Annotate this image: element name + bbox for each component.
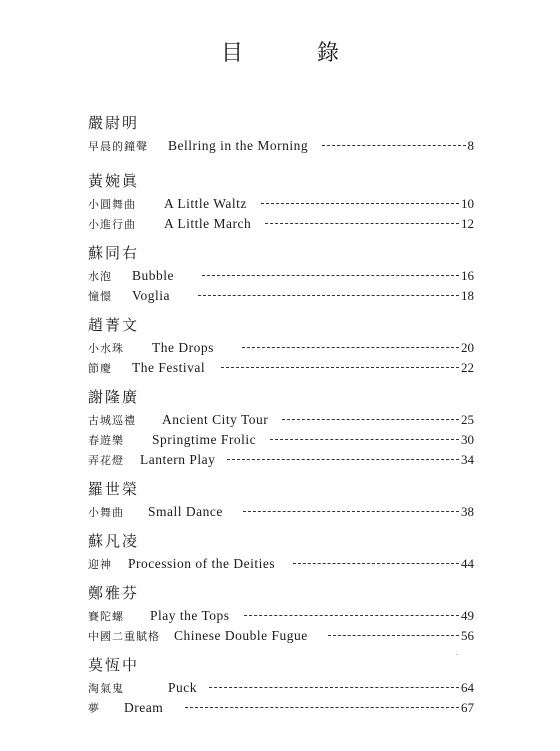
dot-leader xyxy=(282,419,459,420)
toc-entry[interactable] xyxy=(88,338,474,358)
piece-title-english: Chinese Double Fugue xyxy=(174,628,308,643)
page-number: 34 xyxy=(461,452,474,467)
dot-leader xyxy=(244,615,459,616)
composer-name: 蘇同右 xyxy=(88,244,140,262)
piece-title-chinese: 節慶 xyxy=(88,362,112,375)
piece-title-chinese: 弄花燈 xyxy=(88,454,124,467)
dot-leader xyxy=(270,439,459,440)
piece-title-english: The Festival xyxy=(132,360,206,375)
toc-entry[interactable] xyxy=(88,554,474,574)
dot-leader xyxy=(322,145,465,146)
dot-leader xyxy=(202,275,459,276)
page-number: 30 xyxy=(461,432,474,447)
composer-section xyxy=(88,112,474,156)
composer-name: 莫恆中 xyxy=(88,656,140,674)
composer-name: 羅世榮 xyxy=(88,480,140,498)
piece-title-english: A Little March xyxy=(164,216,252,231)
toc-entry[interactable] xyxy=(88,266,474,286)
dot-leader xyxy=(243,511,459,512)
toc-entry[interactable] xyxy=(88,502,474,522)
page-title: 目 錄 xyxy=(220,41,365,66)
piece-title-chinese: 夢 xyxy=(88,702,100,715)
dot-leader xyxy=(198,295,459,296)
page-number: 18 xyxy=(461,288,474,303)
piece-title-chinese: 早晨的鐘聲 xyxy=(88,140,148,153)
piece-title-english: Bellring in the Morning xyxy=(168,138,309,153)
composer-name: 謝隆廣 xyxy=(88,388,140,406)
page-number: 56 xyxy=(461,628,474,643)
piece-title-chinese: 小水珠 xyxy=(88,342,124,355)
toc-entry[interactable] xyxy=(88,194,474,214)
dot-leader xyxy=(209,687,459,688)
toc-entry[interactable] xyxy=(88,450,474,470)
piece-title-chinese: 憧憬 xyxy=(88,290,112,303)
piece-title-english: Lantern Play xyxy=(140,452,216,467)
page-number: 12 xyxy=(461,216,474,231)
dot-leader xyxy=(261,203,459,204)
toc-entry[interactable] xyxy=(88,698,474,718)
composer-name: 趙菁文 xyxy=(88,316,140,334)
toc-entry[interactable] xyxy=(88,358,474,378)
composer-name: 鄭雅芬 xyxy=(88,584,140,602)
dot-leader xyxy=(221,367,459,368)
page-number: 20 xyxy=(461,340,474,355)
piece-title-chinese: 迎神 xyxy=(88,558,112,571)
dot-leader xyxy=(265,223,459,224)
piece-title-english: A Little Waltz xyxy=(164,196,247,211)
toc-entry[interactable] xyxy=(88,136,474,156)
composer-section xyxy=(88,386,474,470)
composer-section xyxy=(88,582,474,646)
toc-entry[interactable] xyxy=(88,430,474,450)
piece-title-english: Procession of the Deities xyxy=(128,556,276,571)
piece-title-chinese: 淘氣鬼 xyxy=(88,682,124,695)
piece-title-english: Voglia xyxy=(132,288,171,303)
piece-title-chinese: 小舞曲 xyxy=(88,506,124,519)
dot-leader xyxy=(328,635,459,636)
dot-leader xyxy=(293,563,459,564)
composer-section xyxy=(88,170,474,234)
toc-entry[interactable] xyxy=(88,678,474,698)
page-number: 44 xyxy=(461,556,474,571)
page-number: 49 xyxy=(461,608,474,623)
piece-title-english: Play the Tops xyxy=(150,608,230,623)
toc-entry[interactable] xyxy=(88,606,474,626)
toc-entry[interactable] xyxy=(88,626,474,646)
toc-entry[interactable] xyxy=(88,410,474,430)
page-number: 67 xyxy=(461,700,474,715)
page-number: 10 xyxy=(461,196,474,211)
piece-title-chinese: 古城巡禮 xyxy=(88,414,136,427)
piece-title-chinese: 小圓舞曲 xyxy=(88,198,136,211)
composer-name: 蘇凡凌 xyxy=(88,532,140,550)
piece-title-chinese: 中國二重賦格 xyxy=(88,630,160,643)
piece-title-english: Springtime Frolic xyxy=(152,432,257,447)
piece-title-english: Dream xyxy=(124,700,164,715)
page-number: 8 xyxy=(467,138,474,153)
toc-entry[interactable] xyxy=(88,214,474,234)
page-number: 64 xyxy=(461,680,474,695)
dot-leader xyxy=(227,459,459,460)
piece-title-english: Bubble xyxy=(132,268,174,283)
piece-title-chinese: 小進行曲 xyxy=(88,218,136,231)
composer-section xyxy=(88,314,474,378)
composer-name: 黃婉眞 xyxy=(88,172,140,190)
page-number: 16 xyxy=(461,268,474,283)
piece-title-chinese: 春遊樂 xyxy=(88,434,124,447)
page-number: 22 xyxy=(461,360,474,375)
composer-section xyxy=(88,478,474,522)
composer-section xyxy=(88,654,474,718)
paper-speck xyxy=(456,654,458,655)
page-number: 25 xyxy=(461,412,474,427)
page-number: 38 xyxy=(461,504,474,519)
piece-title-english: Small Dance xyxy=(148,504,223,519)
composer-name: 嚴尉明 xyxy=(88,114,140,132)
composer-section xyxy=(88,242,474,306)
dot-leader xyxy=(185,707,459,708)
piece-title-english: Ancient City Tour xyxy=(162,412,269,427)
piece-title-english: Puck xyxy=(168,680,197,695)
toc-entry[interactable] xyxy=(88,286,474,306)
dot-leader xyxy=(242,347,459,348)
table-of-contents xyxy=(88,112,474,718)
composer-section xyxy=(88,530,474,574)
piece-title-english: The Drops xyxy=(152,340,214,355)
piece-title-chinese: 水泡 xyxy=(88,270,112,283)
piece-title-chinese: 賽陀螺 xyxy=(88,610,124,623)
